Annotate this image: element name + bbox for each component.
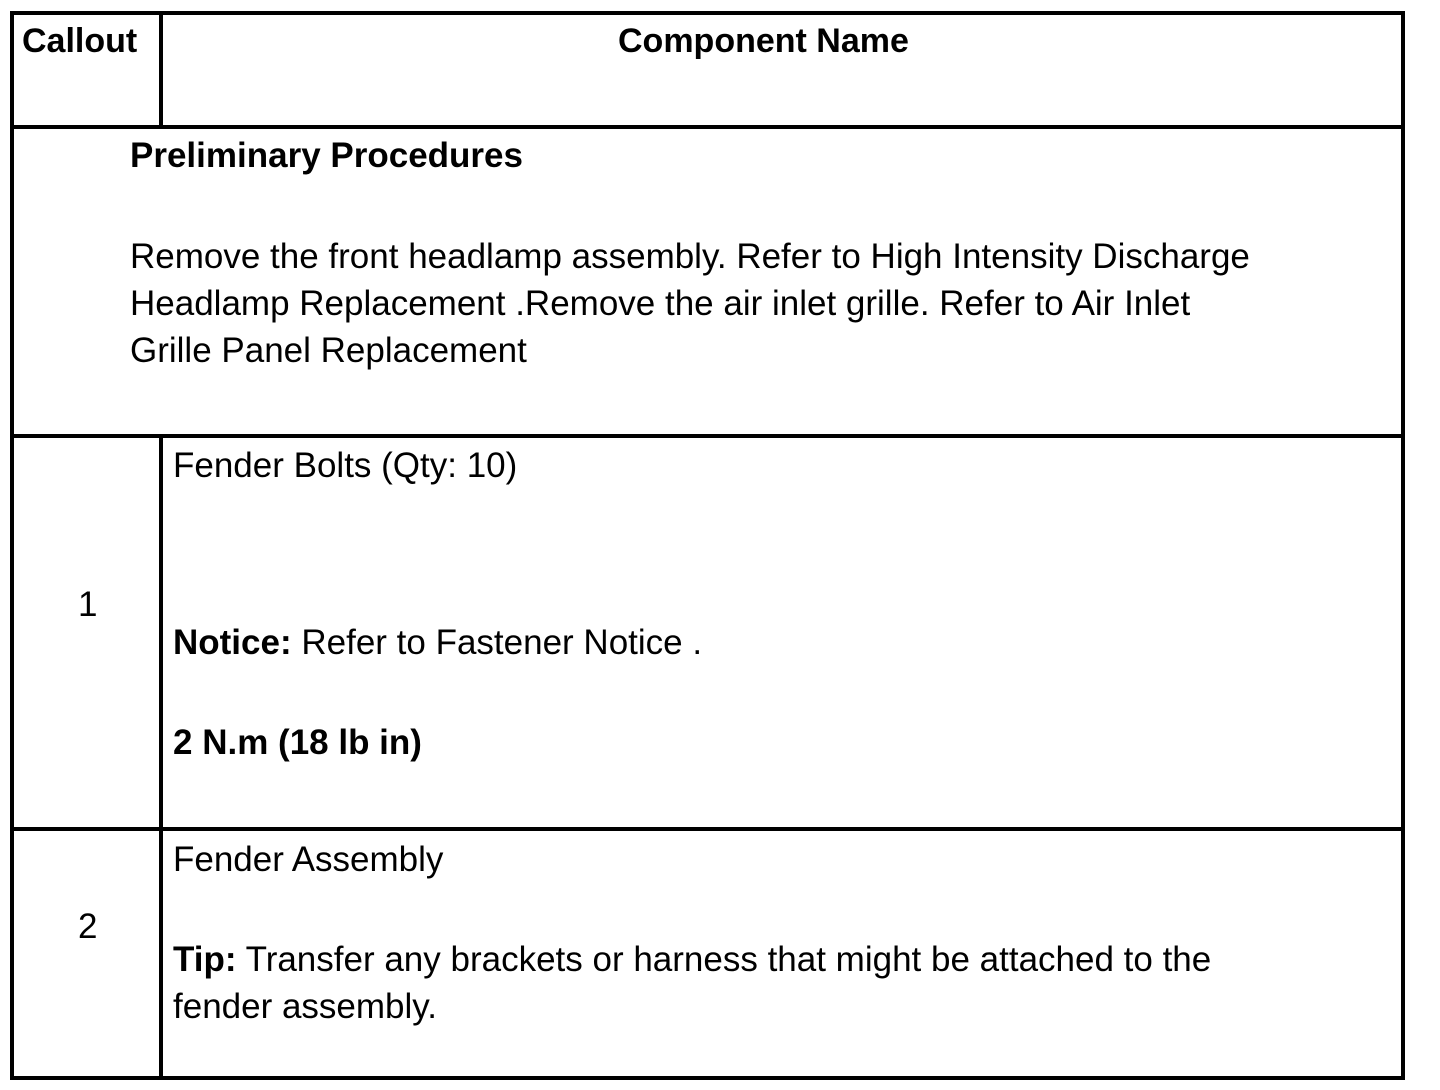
component-table xyxy=(10,11,1405,1080)
tip-text: Transfer any brackets or harness that might be attached to the xyxy=(236,940,1212,979)
row-divider xyxy=(14,434,1401,438)
header-component-name: Component Name xyxy=(618,22,909,60)
column-divider xyxy=(159,15,163,125)
row-divider xyxy=(14,125,1401,129)
row-callout: 2 xyxy=(78,907,98,946)
tip-line xyxy=(173,936,1211,983)
preliminary-line: Headlamp Replacement .Remove the air inlet grille. Refer to Air Inlet xyxy=(130,284,1191,323)
notice-text: Refer to Fastener Notice . xyxy=(291,623,703,662)
tip-label: Tip: xyxy=(173,940,237,979)
tip-text-continued: fender assembly. xyxy=(173,987,437,1026)
notice-line xyxy=(173,619,702,666)
header-callout: Callout xyxy=(22,22,138,60)
preliminary-line: Remove the front headlamp assembly. Refer to High Intensity Discharge xyxy=(130,237,1250,276)
torque-spec: 2 N.m (18 lb in) xyxy=(173,723,422,762)
row-component-name: Fender Bolts (Qty: 10) xyxy=(173,446,518,485)
column-divider xyxy=(159,434,163,1080)
preliminary-title: Preliminary Procedures xyxy=(130,136,523,175)
preliminary-line: Grille Panel Replacement xyxy=(130,331,527,370)
notice-label: Notice: xyxy=(173,623,292,662)
row-component-name: Fender Assembly xyxy=(173,840,444,879)
row-callout: 1 xyxy=(78,585,98,624)
row-divider xyxy=(14,827,1401,831)
